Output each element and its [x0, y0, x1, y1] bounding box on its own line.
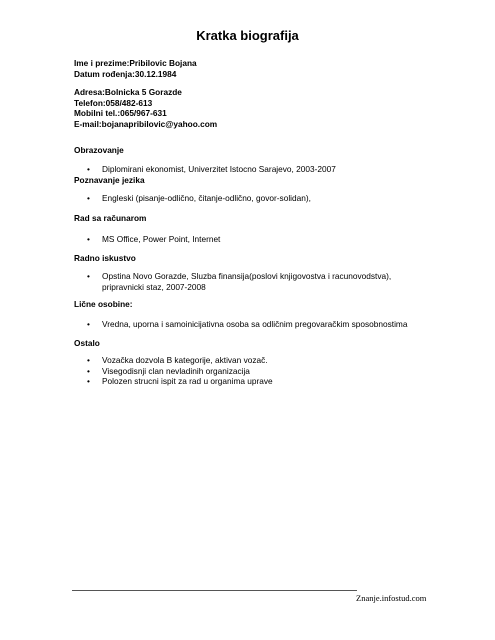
list-item-text: MS Office, Power Point, Internet	[102, 234, 221, 244]
list-item-text: Visegodisnji clan nevladinih organizacija	[102, 365, 250, 376]
list-item-text: Diplomirani ekonomist, Univerzitet Istocno Sarajevo, 2003-2007	[102, 164, 336, 174]
list-item-text: Vozačka dozvola B kategorije, aktivan vozač.	[102, 355, 268, 365]
list-item	[74, 164, 434, 175]
section-heading-traits: Lične osobine:	[74, 299, 133, 309]
list-item	[74, 366, 434, 377]
languages-list	[74, 193, 434, 204]
phone-line: Telefon:058/482-613	[74, 97, 153, 108]
section-heading-computer: Rad sa računarom	[74, 213, 147, 223]
page-title: Kratka biografija	[196, 28, 299, 43]
list-item	[74, 234, 434, 245]
address-line: Adresa:Bolnicka 5 Gorazde	[74, 87, 182, 97]
bullet-icon: •	[87, 365, 90, 376]
section-heading-experience: Radno iskustvo	[74, 253, 136, 263]
bullet-icon: •	[87, 164, 90, 174]
bullet-icon: •	[87, 355, 90, 365]
contact-info-group	[74, 87, 217, 129]
list-item	[74, 319, 434, 330]
personal-info-group	[74, 58, 197, 79]
other-list	[74, 355, 434, 387]
bullet-icon: •	[87, 234, 90, 244]
traits-list	[74, 319, 434, 330]
footer-source: Znanje.infostud.com	[356, 593, 427, 603]
email-line: E-mail:bojanapribilovic@yahoo.com	[74, 118, 218, 129]
list-item-text: Polozen strucni ispit za rad u organima uprave	[102, 376, 273, 387]
education-list	[74, 164, 434, 175]
section-heading-other: Ostalo	[74, 338, 100, 348]
bullet-icon: •	[87, 319, 90, 329]
list-item-text: Engleski (pisanje-odlično, čitanje-odlično, govor-solidan),	[102, 193, 311, 203]
list-item	[74, 355, 434, 366]
dob-line: Datum rođenja:30.12.1984	[74, 68, 177, 79]
name-line: Ime i prezime:Pribilovic Bojana	[74, 58, 197, 68]
footer-divider	[72, 590, 357, 591]
bullet-icon: •	[87, 193, 90, 203]
list-item	[74, 376, 434, 387]
section-heading-languages: Poznavanje jezika	[74, 175, 145, 185]
experience-list	[74, 271, 434, 292]
list-item	[74, 271, 434, 292]
computer-list	[74, 234, 434, 245]
bullet-icon: •	[87, 271, 90, 281]
section-heading-education: Obrazovanje	[74, 145, 124, 155]
bullet-icon: •	[87, 376, 90, 387]
list-item-text: Opstina Novo Gorazde, Sluzba finansija(poslovi knjigovostva i racunovodstva), pripravnicki staz, 2007-2008	[102, 271, 392, 292]
list-item	[74, 193, 434, 204]
list-item-text: Vredna, uporna i samoinicijativna osoba sa odličnim pregovaračkim sposobnostima	[102, 319, 408, 329]
mobile-line: Mobilni tel.:065/967-631	[74, 108, 167, 118]
